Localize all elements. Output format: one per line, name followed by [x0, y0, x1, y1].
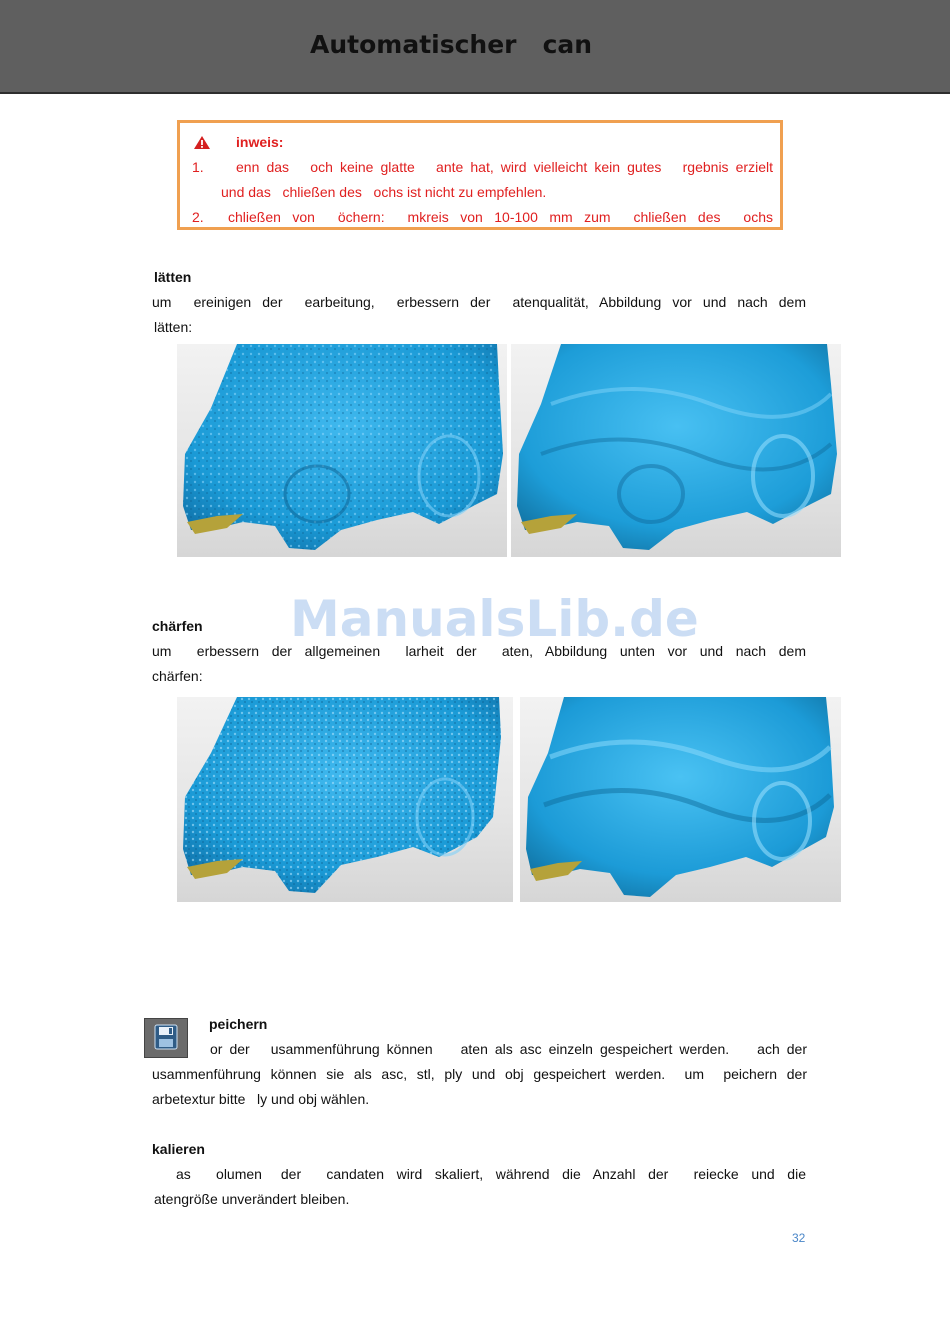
smooth-section-title: lätten [154, 269, 192, 285]
warning-icon [193, 135, 211, 150]
watermark: ManualsLib.de [290, 590, 699, 648]
scale-section-title: kalieren [152, 1141, 205, 1157]
smooth-section-line-2: lätten: [154, 319, 193, 335]
save-section-line-3: arbetextur bitte ly und obj wählen. [152, 1091, 370, 1107]
save-section-line-2: usammenführung können sie als asc, stl, ply und obj gespeichert werden. um peichern der [152, 1066, 807, 1082]
page-title: Automatischer can [310, 30, 593, 59]
save-icon[interactable] [144, 1018, 188, 1058]
save-section-title: peichern [209, 1016, 268, 1032]
sharpen-section-line-2: chärfen: [152, 668, 203, 684]
scale-section-line-1: as olumen der candaten wird skaliert, während die Anzahl der reiecke und die [176, 1166, 806, 1182]
scale-section-line-2: atengröße unverändert bleiben. [154, 1191, 350, 1207]
smooth-before-image [177, 344, 507, 557]
sharpen-after-image [520, 697, 841, 902]
save-section-line-1: or der usammenführung können aten als asc einzeln gespeichert werden. ach der [210, 1041, 807, 1057]
smooth-after-image [511, 344, 841, 557]
page-number: 32 [792, 1231, 806, 1245]
note-item-1-number: 1. [192, 159, 204, 175]
page-header [0, 0, 950, 94]
note-item-2-number: 2. [192, 209, 204, 225]
note-item-1-line-2: und das chließen des ochs ist nicht zu empfehlen. [221, 184, 547, 200]
note-item-2-line-1: chließen von öchern: mkreis von 10-100 mm zum chließen des ochs [228, 209, 773, 225]
sharpen-section-title: chärfen [152, 618, 203, 634]
sharpen-before-image [177, 697, 513, 902]
note-item-1-line-1: enn das och keine glatte ante hat, wird vielleicht kein gutes rgebnis erzielt [236, 159, 773, 175]
sharpen-section-line-1: um erbessern der allgemeinen larheit der aten, Abbildung unten vor und nach dem [152, 643, 806, 659]
smooth-section-line-1: um ereinigen der earbeitung, erbessern der atenqualität, Abbildung vor und nach dem [152, 294, 806, 310]
note-title: inweis: [236, 134, 284, 150]
